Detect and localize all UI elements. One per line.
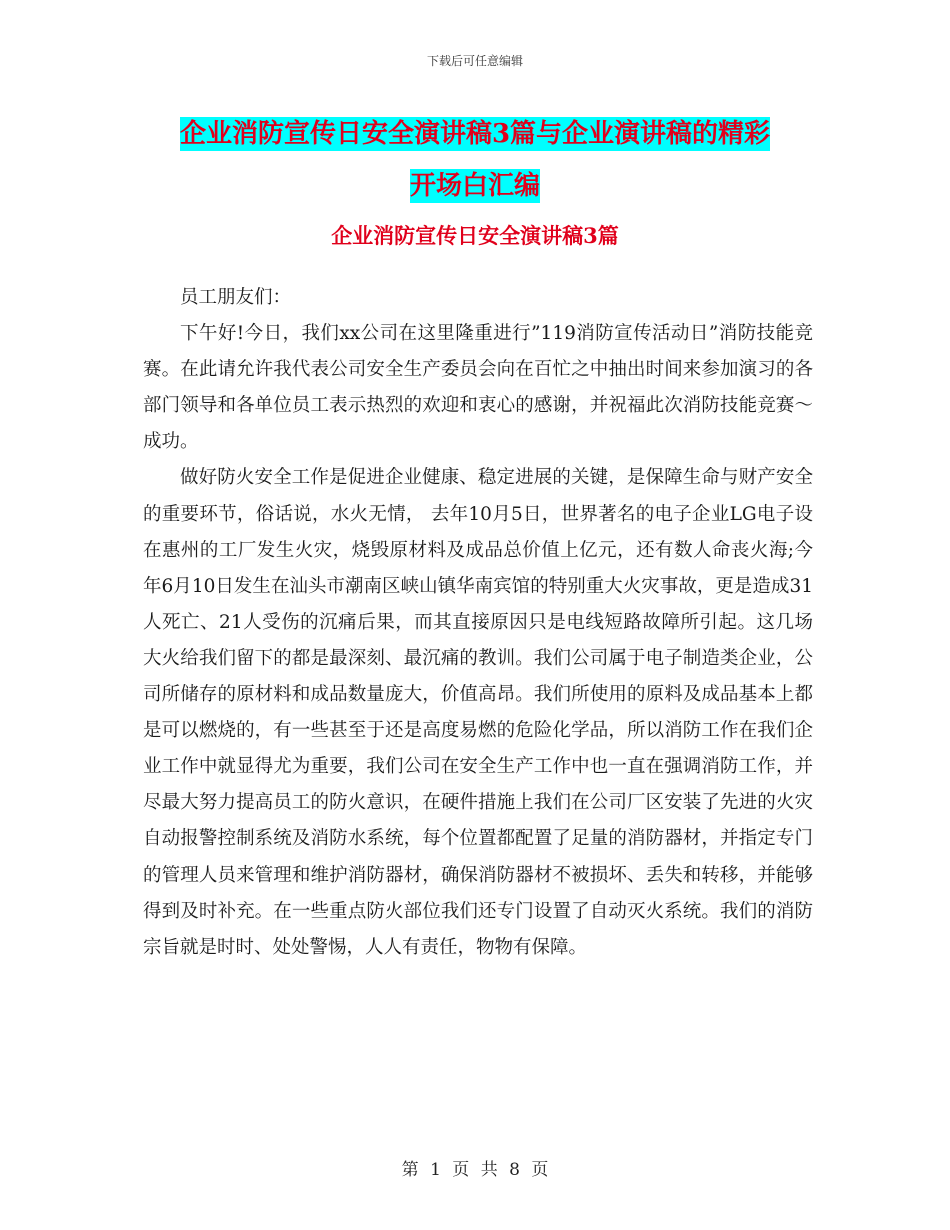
body-text <box>143 280 813 966</box>
section-title: 企业消防宣传日安全演讲稿3篇 <box>331 223 619 248</box>
paragraph-fire-safety: 做好防火安全工作是促进企业健康、稳定进展的关键，是保障生命与财产安全的重要环节，俗话说，水火无情， 去年10月5日，世界著名的电子企业LG电子设在惠州的工厂发生火灾，烧毁原材料及成品总价值上亿元，还有数人命丧火海;今年6月10日发生在汕头市潮南区峡山镇华南宾馆的特别重大火灾事故，更是造成31人死亡、21人受伤的沉痛后果，而其直接原因只是电线短路故障所引起。这几场大火给我们留下的都是最深刻、最沉痛的教训。我们公司属于电子制造类企业，公司所储存的原材料和成品数量庞大，价值高昂。我们所使用的原料及成品基本上都是可以燃烧的，有一些甚至于还是高度易燃的危险化学品，所以消防工作在我们企业工作中就显得尤为重要，我们公司在安全生产工作中也一直在强调消防工作，并尽最大努力提高员工的防火意识，在硬件措施上我们在公司厂区安装了先进的火灾自动报警控制系统及消防水系统，每个位置都配置了足量的消防器材，并指定专门的管理人员来管理和维护消防器材，确保消防器材不被损坏、丢失和转移，并能够得到及时补充。在一些重点防火部位我们还专门设置了自动灭火系统。我们的消防宗旨就是时时、处处警惕，人人有责任，物物有保障。 <box>143 467 813 958</box>
header-note: 下载后可任意编辑 <box>426 54 523 68</box>
page-number: 第 1 页 共 8 页 <box>401 1160 549 1180</box>
document-title-line2: 开场白汇编 <box>409 171 540 201</box>
document-title <box>140 108 810 212</box>
paragraph-greeting: 员工朋友们： <box>180 287 292 308</box>
document-title-line1: 企业消防宣传日安全演讲稿3篇与企业演讲稿的精彩 <box>179 119 771 149</box>
paragraph-opening: 下午好!今日，我们xx公司在这里隆重进行”119消防宣传活动日”消防技能竞赛。在此请允许我代表公司安全生产委员会向在百忙之中抽出时间来参加演习的各部门领导和各单位员工表示热烈的欢迎和衷心的感谢，并祝福此次消防技能竞赛～成功。 <box>143 323 813 453</box>
